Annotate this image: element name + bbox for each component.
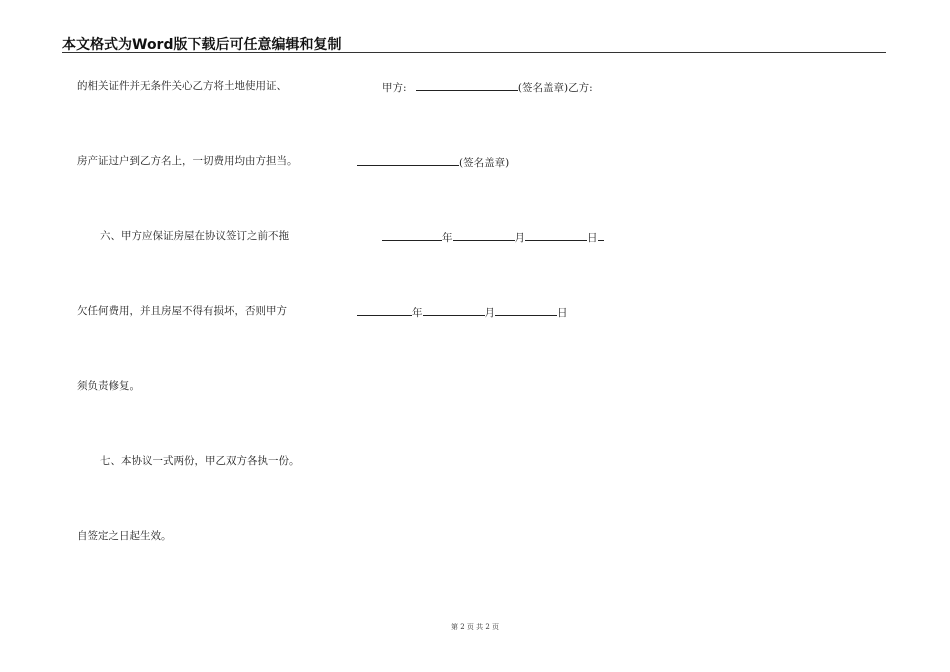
- date1-year-blank[interactable]: [382, 229, 442, 241]
- party-b-label: 乙方:: [568, 82, 593, 94]
- clause-six-line: 六、甲方应保证房屋在协议签订之前不拖: [100, 230, 289, 242]
- date2-day-label: 日: [557, 307, 568, 319]
- date1-trailing-blank: [598, 229, 604, 241]
- date2-day-blank[interactable]: [495, 304, 557, 316]
- body-line-4: 欠任何费用，并且房屋不得有损坏，否则甲方: [77, 305, 287, 317]
- party-a-sign-note: (签名盖章): [517, 82, 569, 94]
- party-b-sign-note: (签名盖章): [459, 157, 510, 169]
- date1-month-label: 月: [514, 232, 525, 244]
- date-row-1: [382, 229, 604, 245]
- date2-month-blank[interactable]: [423, 304, 485, 316]
- date1-day-blank[interactable]: [525, 229, 587, 241]
- body-line-2: 房产证过户到乙方名上，一切费用均由方担当。: [77, 155, 298, 167]
- party-b-signature-blank[interactable]: [357, 154, 459, 166]
- date2-year-label: 年: [412, 307, 423, 319]
- date-row-2: [357, 304, 568, 320]
- body-line-7: 自签定之日起生效。: [77, 530, 172, 542]
- party-a-signature-row: [382, 79, 593, 95]
- date2-month-label: 月: [484, 307, 495, 319]
- page-indicator: 第 2 页 共 2 页: [450, 623, 500, 631]
- body-line-1: 的相关证件并无条件关心乙方将土地使用证、: [77, 80, 287, 92]
- date2-year-blank[interactable]: [357, 304, 412, 316]
- date1-day-label: 日: [587, 232, 598, 244]
- date1-year-label: 年: [442, 232, 453, 244]
- date1-month-blank[interactable]: [453, 229, 515, 241]
- party-a-label: 甲方:: [382, 82, 407, 94]
- document-header-title: 本文格式为Word版下载后可任意编辑和复制: [62, 37, 342, 53]
- party-a-signature-blank[interactable]: [416, 79, 518, 91]
- party-b-signature-row: [357, 154, 509, 170]
- header-divider: [62, 52, 886, 53]
- clause-seven-line: 七、本协议一式两份，甲乙双方各执一份。: [100, 455, 300, 467]
- body-line-5: 须负责修复。: [77, 380, 140, 392]
